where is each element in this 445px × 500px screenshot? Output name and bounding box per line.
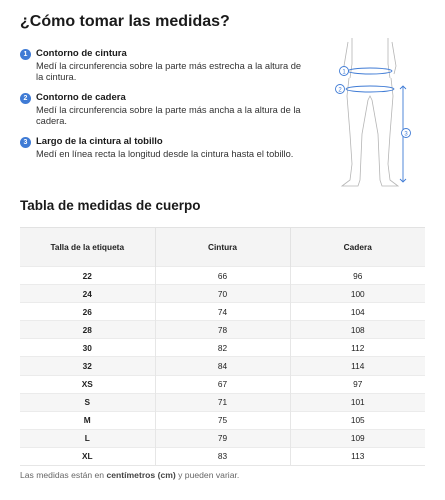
table-row: [20, 375, 425, 393]
units-note-suffix: y pueden variar.: [175, 470, 240, 480]
figure-marker-1: [340, 67, 349, 76]
step-title: Largo de la cintura al tobillo: [36, 136, 163, 147]
cell-waist: 74: [155, 303, 290, 321]
cell-size: M: [20, 411, 155, 429]
cell-size: 26: [20, 303, 155, 321]
body-outline-icon: [330, 34, 420, 194]
step-number-badge: 2: [20, 93, 31, 104]
cell-size: S: [20, 393, 155, 411]
measurement-steps: [20, 48, 310, 169]
figure-marker-2: [336, 85, 345, 94]
step-description: Medí en línea recta la longitud desde la cintura hasta el tobillo.: [36, 149, 294, 159]
cell-hip: 96: [290, 267, 425, 285]
cell-waist: 78: [155, 321, 290, 339]
cell-hip: 97: [290, 375, 425, 393]
cell-hip: 108: [290, 321, 425, 339]
body-measurement-figure-icon: [330, 34, 420, 194]
cell-size: XL: [20, 447, 155, 465]
size-table: [20, 227, 425, 466]
units-note-text: Las medidas están en: [20, 470, 107, 480]
table-row: [20, 267, 425, 285]
cell-hip: 114: [290, 357, 425, 375]
cell-waist: 83: [155, 447, 290, 465]
step-hip: [20, 92, 310, 127]
cell-size: 22: [20, 267, 155, 285]
column-header-hip: Cadera: [290, 228, 425, 267]
step-inseam: [20, 136, 310, 160]
table-row: [20, 303, 425, 321]
table-header-row: [20, 228, 425, 267]
step-number-badge: 3: [20, 137, 31, 148]
cell-size: XS: [20, 375, 155, 393]
cell-size: 30: [20, 339, 155, 357]
cell-waist: 82: [155, 339, 290, 357]
svg-text:1: 1: [342, 69, 346, 76]
cell-waist: 67: [155, 375, 290, 393]
step-description: Medí la circunferencia sobre la parte más estrecha a la altura de la cintura.: [36, 61, 302, 82]
table-title: Tabla de medidas de cuerpo: [20, 198, 201, 213]
cell-waist: 66: [155, 267, 290, 285]
step-title: Contorno de cadera: [36, 92, 126, 103]
cell-hip: 113: [290, 447, 425, 465]
cell-size: L: [20, 429, 155, 447]
units-note: [20, 470, 239, 480]
page-title: ¿Cómo tomar las medidas?: [20, 13, 230, 30]
cell-hip: 104: [290, 303, 425, 321]
figure-marker-3: [402, 129, 411, 138]
cell-hip: 112: [290, 339, 425, 357]
cell-waist: 79: [155, 429, 290, 447]
table-row: [20, 357, 425, 375]
cell-size: 28: [20, 321, 155, 339]
svg-text:3: 3: [404, 131, 408, 138]
table-row: [20, 321, 425, 339]
table-row: [20, 447, 425, 465]
cell-size: 32: [20, 357, 155, 375]
table-row: [20, 393, 425, 411]
step-title: Contorno de cintura: [36, 48, 127, 59]
cell-waist: 75: [155, 411, 290, 429]
units-note-unit: centímetros (cm): [106, 470, 176, 480]
table-row: [20, 339, 425, 357]
svg-text:2: 2: [338, 87, 342, 94]
column-header-size: Talla de la etiqueta: [20, 228, 155, 267]
table-body: [20, 267, 425, 466]
column-header-waist: Cintura: [155, 228, 290, 267]
cell-waist: 84: [155, 357, 290, 375]
cell-size: 24: [20, 285, 155, 303]
cell-waist: 70: [155, 285, 290, 303]
table-row: [20, 411, 425, 429]
step-description: Medí la circunferencia sobre la parte más ancha a la altura de la cadera.: [36, 105, 301, 126]
cell-hip: 105: [290, 411, 425, 429]
cell-waist: 71: [155, 393, 290, 411]
cell-hip: 101: [290, 393, 425, 411]
cell-hip: 109: [290, 429, 425, 447]
table-row: [20, 285, 425, 303]
table-row: [20, 429, 425, 447]
step-number-badge: 1: [20, 49, 31, 60]
cell-hip: 100: [290, 285, 425, 303]
step-waist: [20, 48, 310, 83]
